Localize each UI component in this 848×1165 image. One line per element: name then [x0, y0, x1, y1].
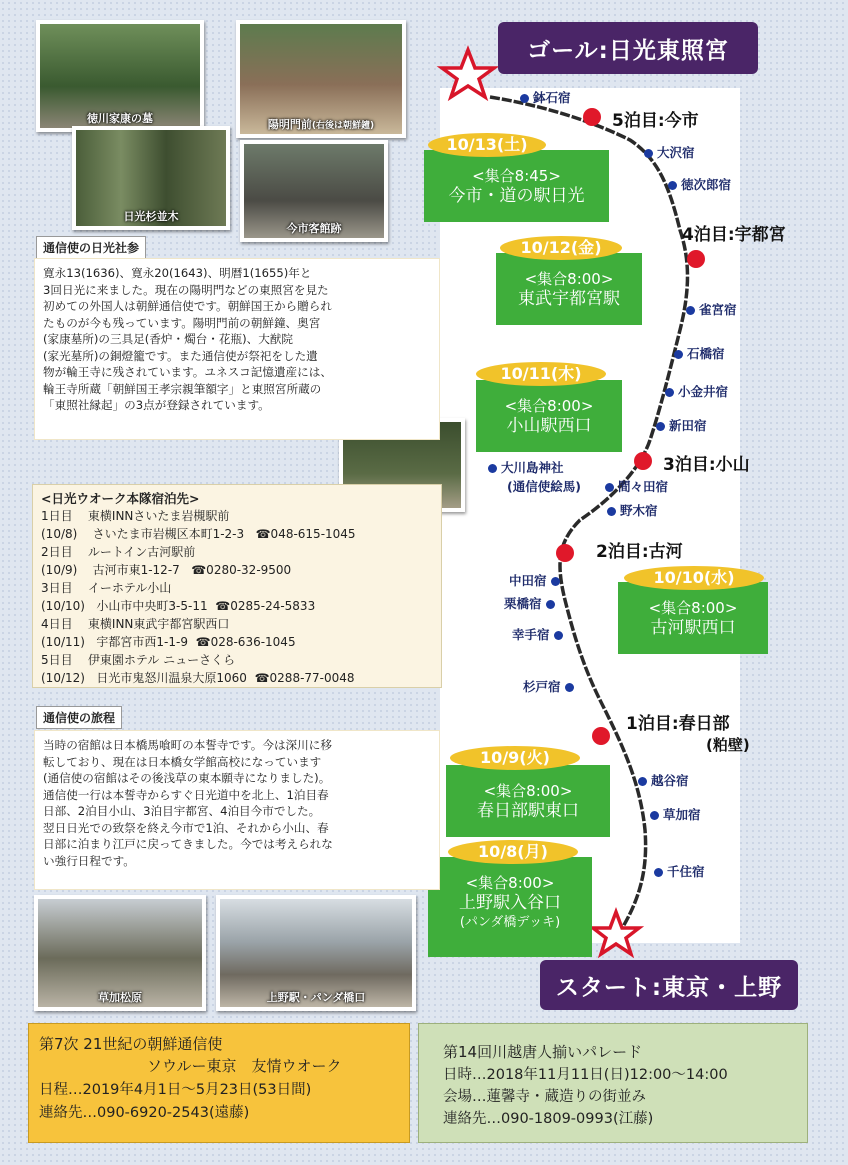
goal-banner: ゴール:日光東照宮 [498, 22, 758, 74]
stay-label-1: 1泊目:春日部 [626, 714, 730, 734]
station-label: 石橋宿 [670, 344, 725, 362]
station-label: 栗橋宿 [504, 594, 559, 612]
meeting-date-10-11: 10/11(木) [476, 362, 606, 386]
stay-label-1-sub: (粕壁) [706, 736, 750, 754]
walk-event-box [28, 1023, 410, 1143]
stay-marker [634, 452, 652, 470]
walk-event-subtitle: ソウルー東京 友情ウオーク [147, 1057, 342, 1075]
lodging-row: (10/8) さいたま市岩槻区本町1-2-3 ☎048-615-1045 [41, 527, 356, 541]
meeting-box-10-8: <集合8:00> 上野駅入谷口 (パンダ橋デッキ) [428, 857, 592, 957]
stay-marker [556, 544, 574, 562]
parade-title: 第14回川越唐人揃いパレード [443, 1043, 643, 1061]
stay-label-2: 2泊目:古河 [596, 542, 683, 562]
station-label: 越谷宿 [634, 771, 689, 789]
walk-event-dates: 日程…2019年4月1日～5月23日(53日間) [39, 1082, 312, 1098]
photo-yomeimon [236, 20, 406, 138]
lodging-list [32, 484, 442, 688]
photo-caption: 日光杉並木 [123, 210, 179, 223]
lodging-row: (10/12) 日光市鬼怒川温泉大原1060 ☎0288-77-0048 [41, 671, 355, 685]
station-label: 大沢宿 [640, 143, 695, 161]
walk-event-title: 第7次 21世紀の朝鮮通信使 [39, 1035, 223, 1053]
station-label: 新田宿 [652, 416, 707, 434]
meeting-date-10-12: 10/12(金) [500, 236, 622, 260]
stay-label-5: 5泊目:今市 [612, 111, 699, 131]
lodging-row: (10/11) 宇都宮市西1-1-9 ☎028-636-1045 [41, 635, 296, 649]
meeting-date-10-10: 10/10(水) [624, 566, 764, 590]
photo-soka-matsubara [34, 895, 206, 1011]
photo-cedar-avenue [72, 126, 230, 230]
meeting-box-10-12: <集合8:00> 東武宇都宮駅 [496, 253, 642, 325]
meeting-date-10-9: 10/9(火) [450, 746, 580, 770]
photo-ieyasu-tomb [36, 20, 204, 132]
lodging-row: 5日目 伊東園ホテル ニューさくら [41, 653, 236, 667]
stay-label-3: 3泊目:小山 [663, 455, 750, 475]
station-label: 大川島神社 [484, 458, 564, 476]
station-label: 千住宿 [650, 862, 705, 880]
parade-venue: 会場…蓮馨寺・蔵造りの街並み [443, 1089, 646, 1105]
stay-marker [687, 250, 705, 268]
station-label: 間々田宿 [601, 477, 668, 495]
photo-ueno-panda-bridge [216, 895, 416, 1011]
stay-marker [583, 108, 601, 126]
goal-star-icon [442, 50, 494, 97]
station-label: 鉢石宿 [516, 88, 571, 106]
lodging-row: 3日目 イーホテル小山 [41, 581, 172, 595]
lodging-row: 1日目 東横INNさいたま岩槻駅前 [41, 509, 230, 523]
lodging-row: (10/9) 古河市東1-12-7 ☎0280-32-9500 [41, 563, 292, 577]
lodging-row: 4日目 東横INN東武宇都宮駅西口 [41, 617, 230, 631]
lodging-title: <日光ウオーク本隊宿泊先> [41, 491, 200, 506]
meeting-box-10-10: <集合8:00> 古河駅西口 [618, 582, 768, 654]
station-label: 中田宿 [509, 571, 564, 589]
start-banner: スタート:東京・上野 [540, 960, 798, 1010]
photo-caption: 上野駅・パンダ橋口 [266, 991, 366, 1004]
stay-label-4: 4泊目:宇都宮 [682, 225, 786, 245]
meeting-date-10-13: 10/13(土) [428, 133, 546, 157]
parade-datetime: 日時…2018年11月11日(日)12:00～14:00 [443, 1067, 728, 1083]
lodging-row: (10/10) 小山市中央町3-5-11 ☎0285-24-5833 [41, 599, 316, 613]
station-label: (通信使絵馬) [507, 479, 581, 494]
station-label: 雀宮宿 [682, 300, 737, 318]
meeting-date-10-8: 10/8(月) [448, 840, 578, 864]
station-label: 草加宿 [646, 805, 701, 823]
station-label: 杉戸宿 [523, 677, 578, 695]
journey-text: 当時の宿館は日本橋馬喰町の本誓寺です。今は深川に移 転しており、現在は日本橋女学館高校になっています (通信使の宿館はその後浅草の東本願寺になりました)。 通信使一行は本誓寺からすぐ日光道中を北上、1泊目春 日部、2泊目小山、3泊目宇都宮、4泊目今市でした。 翌日日光での致祭を終え今市で1泊、それから小山、春 日部に泊まり江戸に戻ってきました。今では考えられな い強行日程です。 [34, 730, 440, 890]
nikko-text: 寛永13(1636)、寛永20(1643)、明暦1(1655)年と 3回日光に来ました。現在の陽明門などの東照宮を見た 初めての外国人は朝鮮通信使です。朝鮮国王から贈られ たものが今も残っています。陽明門前の朝鮮鐘、奥宮 (家康墓所)の三具足(香炉・燭台・花瓶)、大猷院 (家光墓所)の銅燈籠です。また通信使が祭祀をした遺 物が輪王寺に残されています。ユネスコ記憶遺産には、 輪王寺所蔵「朝鮮国王孝宗親筆額字」と東照宮所蔵の 「東照社縁起」の3点が登録されています。 [34, 258, 440, 440]
meeting-box-10-9: <集合8:00> 春日部駅東口 [446, 765, 610, 837]
station-label: 小金井宿 [661, 382, 728, 400]
meeting-box-10-13: <集合8:45> 今市・道の駅日光 [424, 150, 609, 222]
journey-header: 通信使の旅程 [36, 706, 122, 729]
stay-marker [592, 727, 610, 745]
station-label: 徳次郎宿 [664, 175, 731, 193]
photo-caption: 陽明門前(右後は朝鮮鐘) [267, 118, 375, 131]
photo-caption: 草加松原 [98, 991, 142, 1004]
station-label: 野木宿 [603, 501, 658, 519]
photo-caption: 徳川家康の墓 [87, 112, 153, 125]
station-label: 幸手宿 [512, 625, 567, 643]
parade-event-box [418, 1023, 808, 1143]
photo-imaichi-guesthouse [240, 140, 388, 242]
start-star-icon [593, 912, 639, 954]
nikko-header: 通信使の日光社参 [36, 236, 146, 259]
meeting-box-10-11: <集合8:00> 小山駅西口 [476, 380, 622, 452]
walk-event-contact: 連絡先…090-6920-2543(遠藤) [39, 1105, 250, 1121]
lodging-row: 2日目 ルートイン古河駅前 [41, 545, 196, 559]
parade-contact: 連絡先…090-1809-0993(江藤) [443, 1111, 654, 1127]
photo-caption: 今市客館跡 [286, 222, 342, 235]
